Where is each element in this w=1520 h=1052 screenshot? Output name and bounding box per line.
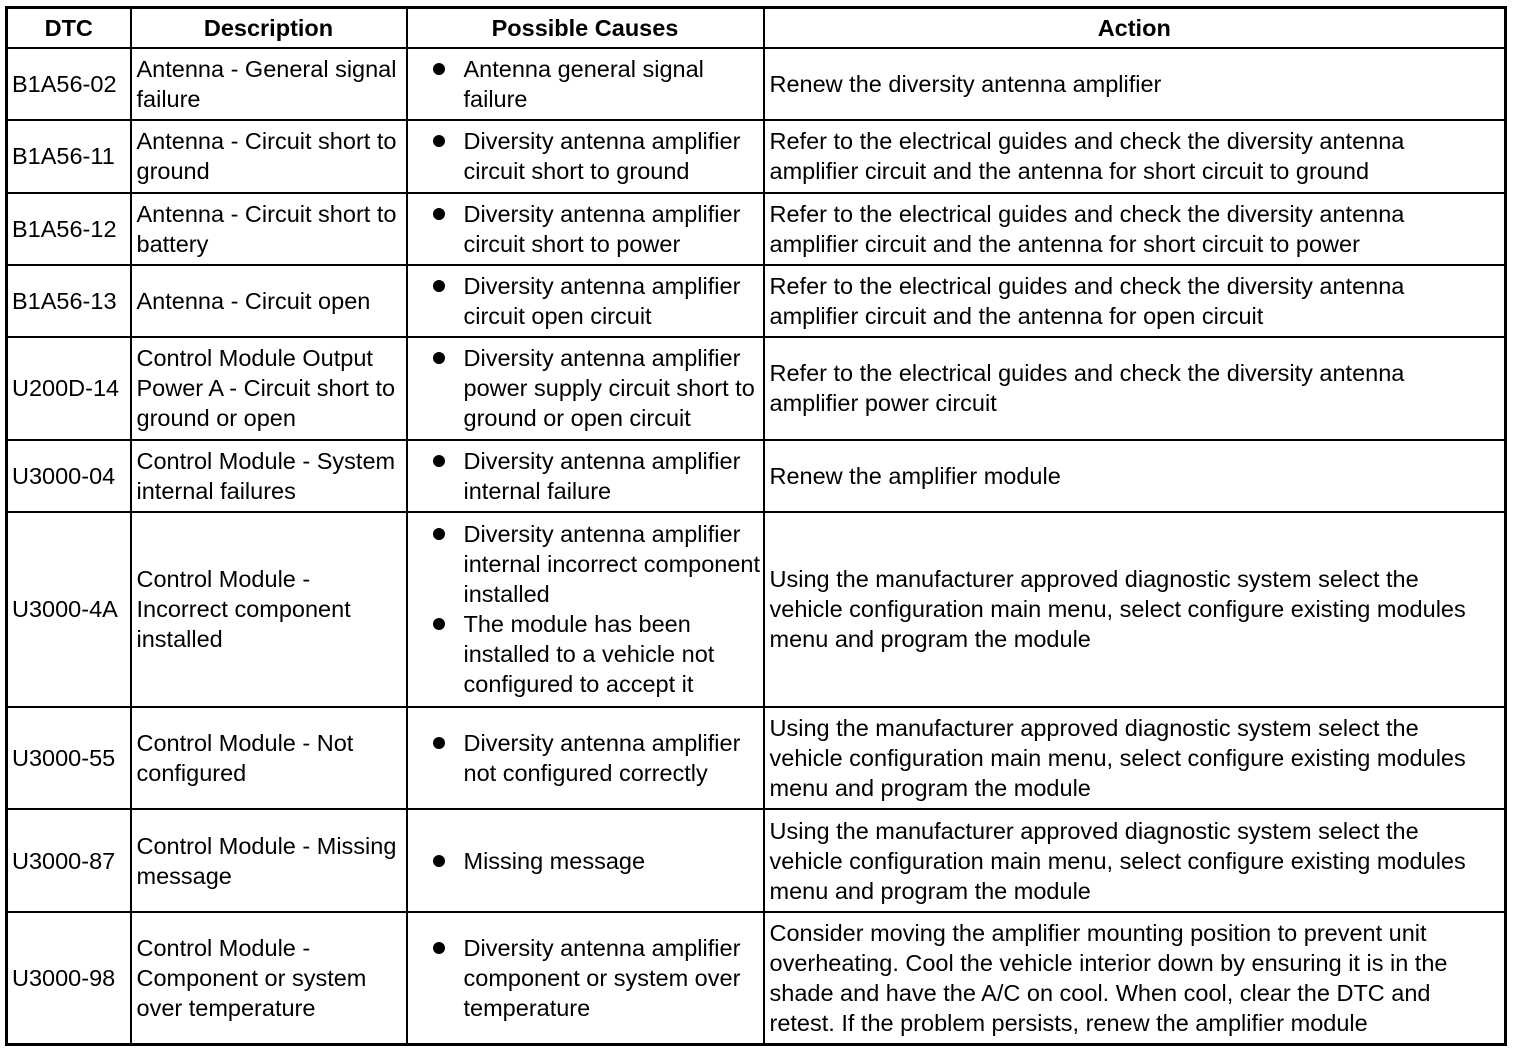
cause-list	[412, 54, 761, 114]
cause-item	[412, 54, 761, 114]
dtc-code: B1A56-12	[7, 193, 131, 265]
dtc-description: Antenna - General signal failure	[131, 48, 407, 120]
bullet-icon	[433, 855, 445, 867]
bullet-icon	[433, 737, 445, 749]
cause-text: Diversity antenna amplifier not configured correctly	[463, 730, 741, 787]
dtc-action: Refer to the electrical guides and check the diversity antenna amplifier power circuit	[764, 337, 1506, 439]
possible-causes	[407, 809, 764, 911]
possible-causes	[407, 912, 764, 1045]
cause-text: Antenna general signal failure	[463, 56, 704, 113]
dtc-action: Refer to the electrical guides and check the diversity antenna amplifier circuit and the antenna for short circuit to power	[764, 193, 1506, 265]
cause-item	[412, 519, 761, 609]
possible-causes	[407, 440, 764, 512]
dtc-action: Using the manufacturer approved diagnostic system select the vehicle configuration main menu, select configure existing modules menu and program the module	[764, 707, 1506, 809]
cause-item	[412, 271, 761, 331]
cause-text: Diversity antenna amplifier internal failure	[463, 447, 741, 504]
table-row	[7, 809, 1506, 911]
dtc-description: Control Module - System internal failures	[131, 440, 407, 512]
cause-list	[412, 728, 761, 788]
dtc-code: U3000-04	[7, 440, 131, 512]
cause-item	[412, 343, 761, 433]
table-body	[7, 48, 1506, 1045]
possible-causes	[407, 193, 764, 265]
bullet-icon	[433, 942, 445, 954]
cause-item	[412, 728, 761, 788]
dtc-description: Control Module - Incorrect component installed	[131, 512, 407, 707]
dtc-action: Refer to the electrical guides and check the diversity antenna amplifier circuit and the antenna for short circuit to ground	[764, 120, 1506, 192]
cause-text: Diversity antenna amplifier power supply circuit short to ground or open circuit	[463, 345, 755, 432]
header-causes: Possible Causes	[407, 8, 764, 49]
dtc-action: Using the manufacturer approved diagnostic system select the vehicle configuration main menu, select configure existing modules menu and program the module	[764, 512, 1506, 707]
cause-item	[412, 199, 761, 259]
dtc-table	[5, 6, 1507, 1046]
dtc-description: Control Module - Missing message	[131, 809, 407, 911]
dtc-action: Consider moving the amplifier mounting position to prevent unit overheating. Cool the vehicle interior down by ensuring it is in the shade and have the A/C on cool. When cool, clear the DTC and retest. If the problem persists, renew the amplifier module	[764, 912, 1506, 1045]
table-row	[7, 265, 1506, 337]
table-row	[7, 48, 1506, 120]
bullet-icon	[433, 63, 445, 75]
dtc-description: Antenna - Circuit short to ground	[131, 120, 407, 192]
cause-item	[412, 933, 761, 1023]
dtc-code: B1A56-11	[7, 120, 131, 192]
dtc-code: U3000-55	[7, 707, 131, 809]
dtc-code: B1A56-02	[7, 48, 131, 120]
cause-text: Diversity antenna amplifier circuit short to power	[463, 200, 741, 257]
possible-causes	[407, 265, 764, 337]
dtc-code: U3000-4A	[7, 512, 131, 707]
table-row	[7, 120, 1506, 192]
bullet-icon	[433, 280, 445, 292]
bullet-icon	[433, 528, 445, 540]
cause-item	[412, 609, 761, 699]
table-row	[7, 337, 1506, 439]
dtc-description: Antenna - Circuit short to battery	[131, 193, 407, 265]
cause-list	[412, 519, 761, 699]
bullet-icon	[433, 455, 445, 467]
possible-causes	[407, 120, 764, 192]
cause-list	[412, 199, 761, 259]
dtc-action: Refer to the electrical guides and check the diversity antenna amplifier circuit and the antenna for open circuit	[764, 265, 1506, 337]
table-row	[7, 440, 1506, 512]
possible-causes	[407, 707, 764, 809]
header-row	[7, 8, 1506, 49]
dtc-description: Antenna - Circuit open	[131, 265, 407, 337]
possible-causes	[407, 337, 764, 439]
cause-list	[412, 846, 761, 876]
cause-text: Diversity antenna amplifier component or system over temperature	[463, 934, 741, 1021]
cause-item	[412, 446, 761, 506]
dtc-action: Using the manufacturer approved diagnostic system select the vehicle configuration main menu, select configure existing modules menu and program the module	[764, 809, 1506, 911]
cause-text: Missing message	[463, 847, 646, 874]
dtc-description: Control Module - Component or system over temperature	[131, 912, 407, 1045]
cause-text: Diversity antenna amplifier internal incorrect component installed	[463, 521, 761, 608]
cause-text: Diversity antenna amplifier circuit short to ground	[463, 128, 741, 185]
bullet-icon	[433, 208, 445, 220]
header-action: Action	[764, 8, 1506, 49]
cause-list	[412, 446, 761, 506]
bullet-icon	[433, 618, 445, 630]
possible-causes	[407, 512, 764, 707]
header-description: Description	[131, 8, 407, 49]
cause-text: The module has been installed to a vehicle not configured to accept it	[463, 611, 715, 698]
dtc-code: B1A56-13	[7, 265, 131, 337]
cause-list	[412, 271, 761, 331]
dtc-action: Renew the diversity antenna amplifier	[764, 48, 1506, 120]
bullet-icon	[433, 352, 445, 364]
cause-text: Diversity antenna amplifier circuit open circuit	[463, 273, 741, 330]
table-row	[7, 912, 1506, 1045]
dtc-action: Renew the amplifier module	[764, 440, 1506, 512]
cause-item	[412, 846, 761, 876]
cause-item	[412, 126, 761, 186]
cause-list	[412, 933, 761, 1023]
table-row	[7, 707, 1506, 809]
cause-list	[412, 126, 761, 186]
possible-causes	[407, 48, 764, 120]
dtc-description: Control Module Output Power A - Circuit short to ground or open	[131, 337, 407, 439]
header-dtc: DTC	[7, 8, 131, 49]
table-row	[7, 512, 1506, 707]
dtc-code: U3000-98	[7, 912, 131, 1045]
table-row	[7, 193, 1506, 265]
bullet-icon	[433, 135, 445, 147]
dtc-code: U3000-87	[7, 809, 131, 911]
dtc-description: Control Module - Not configured	[131, 707, 407, 809]
dtc-code: U200D-14	[7, 337, 131, 439]
cause-list	[412, 343, 761, 433]
